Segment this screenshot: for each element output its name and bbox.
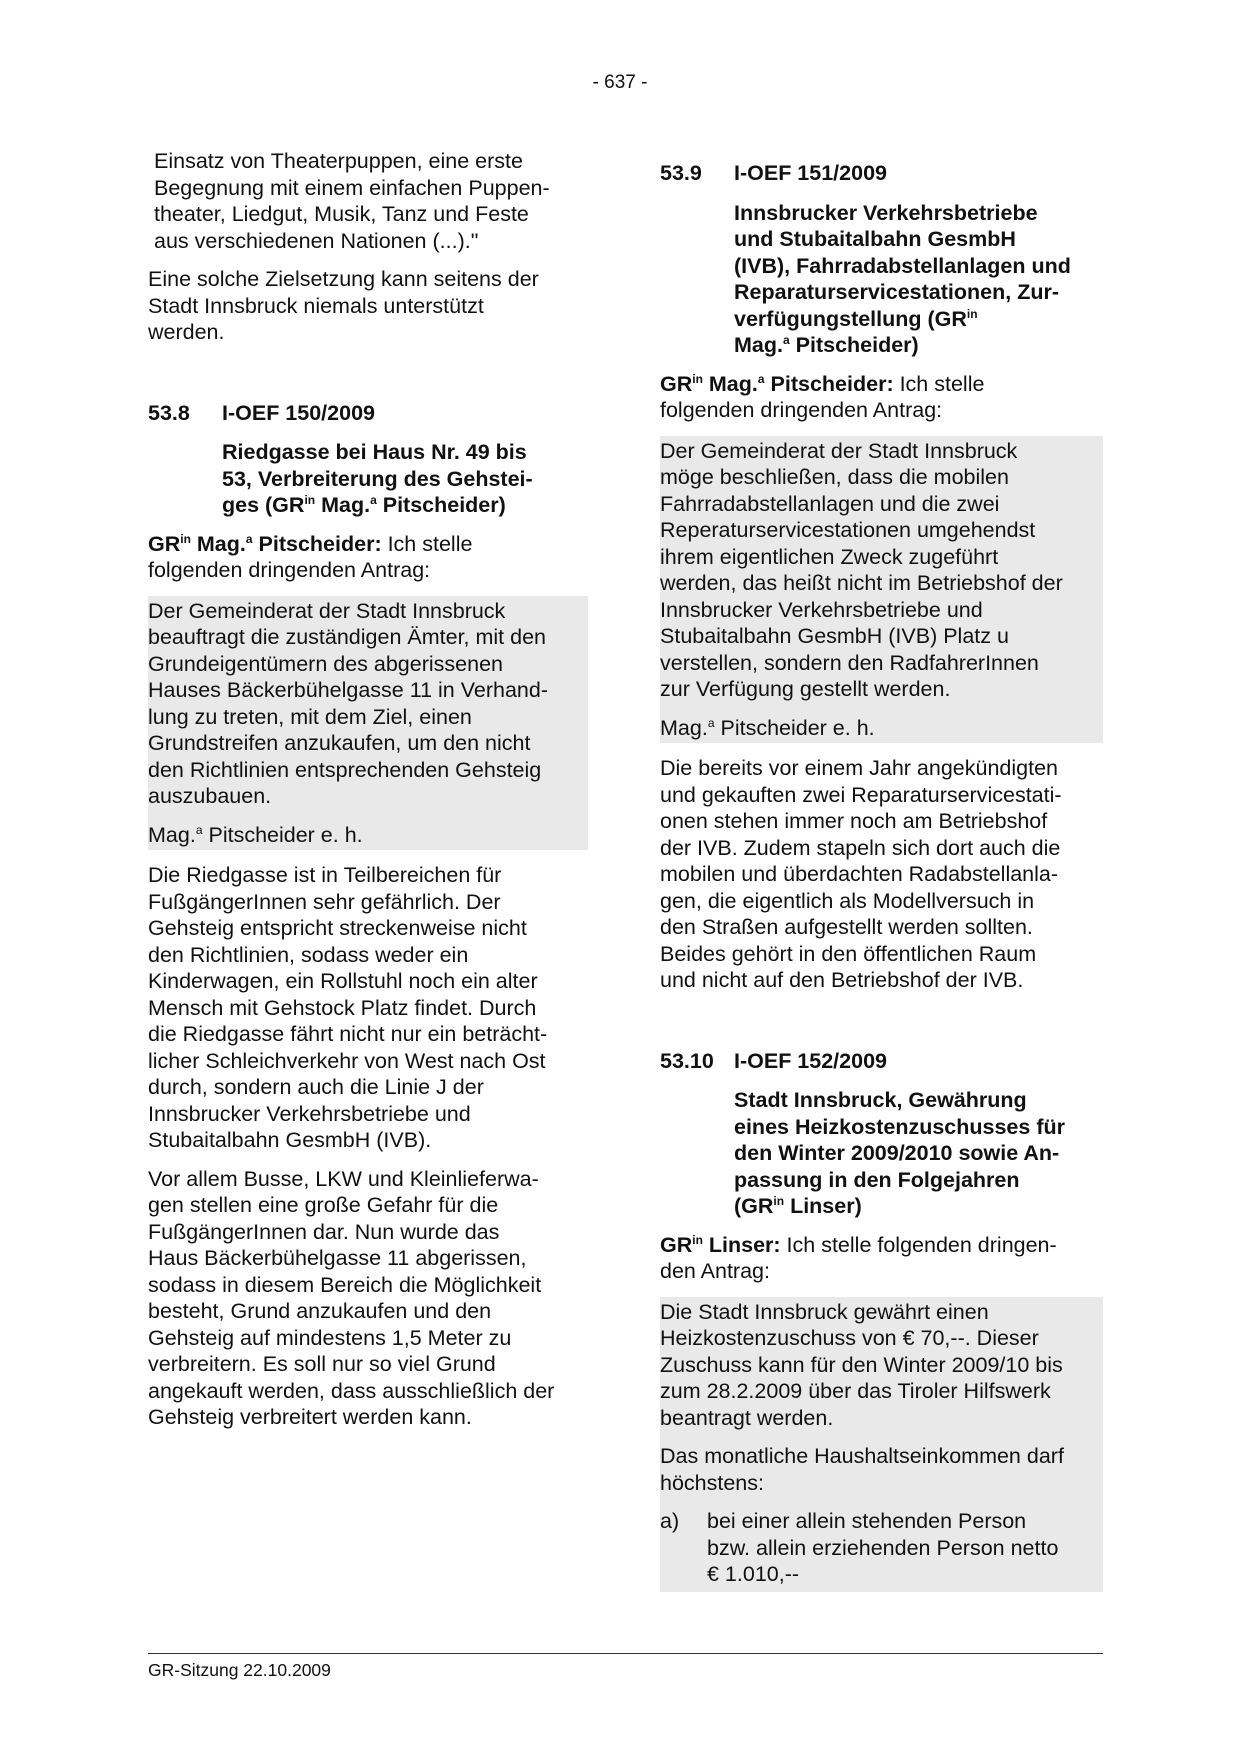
text-fragment: (GR — [734, 1194, 774, 1218]
text-line: Riedgasse bei Haus Nr. 49 bis — [222, 440, 527, 464]
text-fragment: Ich stelle folgenden dringen- — [780, 1232, 1057, 1257]
text-line: beantragt werden. — [660, 1405, 834, 1430]
superscript: in — [773, 1193, 785, 1208]
text-line: Die Stadt Innsbruck gewährt einen — [660, 1299, 989, 1324]
superscript: in — [692, 1232, 703, 1247]
list-label: a) — [660, 1509, 680, 1533]
text-line: Innsbrucker Verkehrsbetriebe und — [660, 597, 983, 622]
income-text — [660, 1443, 1100, 1496]
text-line: folgenden dringenden Antrag: — [660, 398, 943, 422]
text-line: lung zu treten, mit dem Ziel, einen — [148, 704, 472, 729]
text-line: FußgängerInnen sehr gefährlich. Der — [148, 889, 501, 914]
superscript: a — [757, 371, 765, 386]
text-line: besteht, Grund anzukaufen und den — [148, 1299, 492, 1323]
text-line: Stubaitalbahn GesmbH (IVB) Platz u — [660, 624, 1009, 648]
text-line — [660, 371, 1103, 398]
motion-text — [660, 438, 1100, 703]
text-fragment: ges (GR — [222, 493, 305, 517]
text-line: Stubaitalbahn GesmbH (IVB). — [148, 1128, 432, 1152]
text-line: beauftragt die zuständigen Ämter, mit den — [148, 625, 546, 649]
text-line: Grundeigentümern des abgerissenen — [148, 651, 503, 676]
page-number: - 637 - — [592, 72, 648, 93]
superscript: a — [707, 715, 715, 730]
motion-text — [660, 1299, 1100, 1432]
section-id: I-OEF 151/2009 — [734, 161, 887, 185]
section-title — [148, 439, 588, 519]
text-fragment: Linser) — [784, 1194, 862, 1218]
reason-paragraph-1 — [148, 862, 588, 1154]
text-line: Stadt Innsbruck niemals unterstützt — [148, 293, 484, 318]
text-line: Begegnung mit einem einfachen Puppen- — [154, 175, 550, 200]
text-line — [148, 531, 588, 558]
text-line: zur Verfügung gestellt werden. — [660, 677, 951, 701]
text-line: aus verschiedenen Nationen (...)." — [154, 228, 479, 253]
text-line: eines Heizkostenzuschusses für — [734, 1114, 1065, 1139]
text-fragment: verfügungstellung (GR — [734, 306, 967, 331]
text-line: Innsbrucker Verkehrsbetriebe — [734, 200, 1038, 225]
text-line: Die bereits vor einem Jahr angekündigten — [660, 756, 1058, 780]
speaker-name — [148, 532, 382, 556]
text-line: Heizkostenzuschuss von € 70,--. Dieser — [660, 1326, 1039, 1350]
text-line: Haus Bäckerbühelgasse 11 abgerissen, — [148, 1246, 527, 1270]
text-line: theater, Liedgut, Musik, Tanz und Feste — [154, 202, 529, 226]
signature — [660, 715, 1100, 744]
text-line: € 1.010,-- — [707, 1562, 800, 1586]
text-line: den Winter 2009/2010 sowie An- — [734, 1141, 1060, 1165]
text-line: und Stubaitalbahn GesmbH — [734, 227, 1016, 251]
text-fragment: Mag. — [702, 371, 758, 396]
section-number: 53.8 — [148, 400, 190, 425]
text-line: den Straßen aufgestellt werden sollten. — [660, 915, 1033, 939]
speaker-name — [660, 372, 894, 396]
right-column — [660, 160, 1103, 1592]
text-fragment: Linser: — [702, 1232, 781, 1257]
text-line: Die Riedgasse ist in Teilbereichen für — [148, 863, 502, 887]
signature — [148, 822, 585, 851]
section-heading-53-9 — [660, 160, 1103, 187]
superscript: a — [370, 492, 377, 507]
text-fragment: Pitscheider: — [252, 531, 382, 556]
superscript: in — [180, 531, 191, 546]
text-line: Hauses Bäckerbühelgasse 11 in Verhand- — [148, 678, 548, 702]
text-line: Innsbrucker Verkehrsbetriebe und — [148, 1101, 471, 1126]
text-line: licher Schleichverkehr von West nach Ost — [148, 1048, 546, 1073]
text-line — [734, 306, 1103, 333]
section-heading-53-8 — [148, 400, 588, 427]
superscript: in — [966, 306, 978, 321]
text-line: mobilen und überdachten Radabstellanla- — [660, 862, 1059, 886]
text-fragment: Mag. — [660, 715, 708, 740]
text-line: Stadt Innsbruck, Gewährung — [734, 1088, 1027, 1112]
intro-quote — [148, 148, 588, 254]
text-line: Reperaturservicestationen umgehendst — [660, 518, 1036, 542]
text-line — [222, 492, 588, 519]
text-line: und gekauften zwei Reparaturservicestati- — [660, 782, 1062, 807]
speaker-intro — [660, 1232, 1103, 1285]
speaker-intro — [148, 531, 588, 584]
text-line: und nicht auf den Betriebshof der IVB. — [660, 968, 1024, 992]
superscript: a — [782, 332, 790, 347]
text-line: angekauft werden, dass ausschließlich der — [148, 1378, 555, 1403]
motion-text — [148, 598, 585, 810]
superscript: in — [692, 371, 703, 386]
text-line: werden, das heißt nicht im Betriebshof der — [660, 571, 1063, 595]
text-line — [734, 332, 1103, 359]
text-line: durch, sondern auch die Linie J der — [148, 1075, 484, 1099]
reason-paragraph — [660, 755, 1103, 994]
text-fragment: Ich stelle — [381, 531, 473, 556]
text-fragment: Pitscheider e. h. — [714, 715, 875, 740]
motion-box — [660, 1297, 1103, 1592]
text-line: höchstens: — [660, 1470, 764, 1495]
text-line: bei einer allein stehenden Person — [707, 1509, 1027, 1533]
text-fragment: Ich stelle — [893, 371, 985, 396]
text-fragment: Pitscheider) — [789, 333, 919, 357]
text-line: Eine solche Zielsetzung kann seitens der — [148, 267, 539, 291]
speaker-name — [660, 1233, 781, 1257]
text-line: gen, die eigentlich als Modellversuch in — [660, 888, 1035, 913]
text-line: sodass in diesem Bereich die Möglichkeit — [148, 1272, 542, 1297]
text-line — [660, 1232, 1103, 1259]
speaker-intro — [660, 371, 1103, 424]
text-line: den Richtlinien entsprechenden Gehsteig — [148, 757, 542, 782]
text-line: der IVB. Zudem stapeln sich dort auch die — [660, 835, 1061, 860]
text-line: Zuschuss kann für den Winter 2009/10 bis — [660, 1352, 1063, 1377]
text-fragment: Mag. — [148, 822, 196, 847]
text-line: Beides gehört in den öffentlichen Raum — [660, 941, 1037, 966]
section-number: 53.10 — [660, 1048, 714, 1073]
text-line: Fahrradabstellanlagen und die zwei — [660, 491, 1000, 516]
text-line: passung in den Folgejahren — [734, 1167, 1020, 1192]
text-line: Reparaturservicestationen, Zur- — [734, 280, 1059, 304]
text-line: möge beschließen, dass die mobilen — [660, 465, 1009, 489]
text-fragment: Pitscheider e. h. — [202, 822, 363, 847]
text-fragment: GR — [148, 531, 181, 556]
text-line: Gehsteig verbreitert werden kann. — [148, 1405, 472, 1429]
text-fragment: Pitscheider: — [764, 371, 894, 396]
text-line: den Richtlinien, sodass weder ein — [148, 942, 469, 967]
text-line: Gehsteig entspricht streckenweise nicht — [148, 916, 527, 940]
text-line: verstellen, sondern den RadfahrerInnen — [660, 650, 1039, 675]
list-text — [707, 1508, 1058, 1588]
text-line: werden. — [148, 320, 225, 344]
footer-divider — [148, 1653, 1103, 1654]
section-id: I-OEF 150/2009 — [222, 400, 375, 425]
text-line: Das monatliche Haushaltseinkommen darf — [660, 1444, 1064, 1468]
superscript: a — [245, 531, 253, 546]
motion-box — [148, 596, 588, 851]
text-line: 53, Verbreiterung des Gehstei- — [222, 466, 533, 491]
text-line: den Antrag: — [660, 1259, 770, 1283]
section-title — [660, 200, 1103, 359]
text-fragment: GR — [660, 1232, 693, 1257]
text-fragment: Pitscheider) — [376, 493, 506, 517]
reason-paragraph-2 — [148, 1166, 588, 1431]
superscript: a — [195, 822, 203, 837]
text-fragment: GR — [660, 371, 693, 396]
section-number: 53.9 — [660, 161, 702, 185]
left-column — [148, 148, 588, 1431]
footer-text: GR-Sitzung 22.10.2009 — [148, 1660, 331, 1680]
text-line: Gehsteig auf mindestens 1,5 Meter zu — [148, 1325, 512, 1350]
text-line: FußgängerInnen dar. Nun wurde das — [148, 1219, 500, 1244]
text-fragment: Mag. — [734, 333, 783, 357]
text-line: Kinderwagen, ein Rollstuhl noch ein alter — [148, 969, 538, 993]
text-line: bzw. allein erziehenden Person netto — [707, 1535, 1059, 1560]
text-line — [734, 1193, 1103, 1220]
section-title — [660, 1087, 1103, 1220]
text-fragment: Mag. — [190, 531, 246, 556]
text-line: ihrem eigentlichen Zweck zugeführt — [660, 544, 999, 569]
text-line: Der Gemeinderat der Stadt Innsbruck — [148, 598, 506, 623]
text-line: auszubauen. — [148, 784, 272, 808]
section-id: I-OEF 152/2009 — [734, 1048, 887, 1073]
text-line: Einsatz von Theaterpuppen, eine erste — [154, 149, 523, 173]
text-line: folgenden dringenden Antrag: — [148, 558, 431, 582]
text-line: Grundstreifen anzukaufen, um den nicht — [148, 731, 531, 755]
text-line: verbreitern. Es soll nur so viel Grund — [148, 1352, 496, 1376]
text-line: (IVB), Fahrradabstellanlagen und — [734, 253, 1071, 278]
text-line: Vor allem Busse, LKW und Kleinlieferwa- — [148, 1166, 539, 1191]
section-heading-53-10 — [660, 1048, 1103, 1075]
superscript: in — [304, 492, 316, 507]
text-line: onen stehen immer noch am Betriebshof — [660, 809, 1048, 833]
motion-box — [660, 436, 1103, 744]
text-line: gen stellen eine große Gefahr für die — [148, 1193, 499, 1217]
list-item — [660, 1508, 1100, 1592]
text-line: die Riedgasse fährt nicht nur ein beträcht- — [148, 1022, 548, 1046]
text-line: zum 28.2.2009 über das Tiroler Hilfswerk — [660, 1379, 1051, 1403]
intro-statement — [148, 266, 588, 346]
text-fragment: Mag. — [315, 493, 371, 517]
text-line: Mensch mit Gehstock Platz findet. Durch — [148, 995, 537, 1020]
text-line: Der Gemeinderat der Stadt Innsbruck — [660, 438, 1018, 463]
